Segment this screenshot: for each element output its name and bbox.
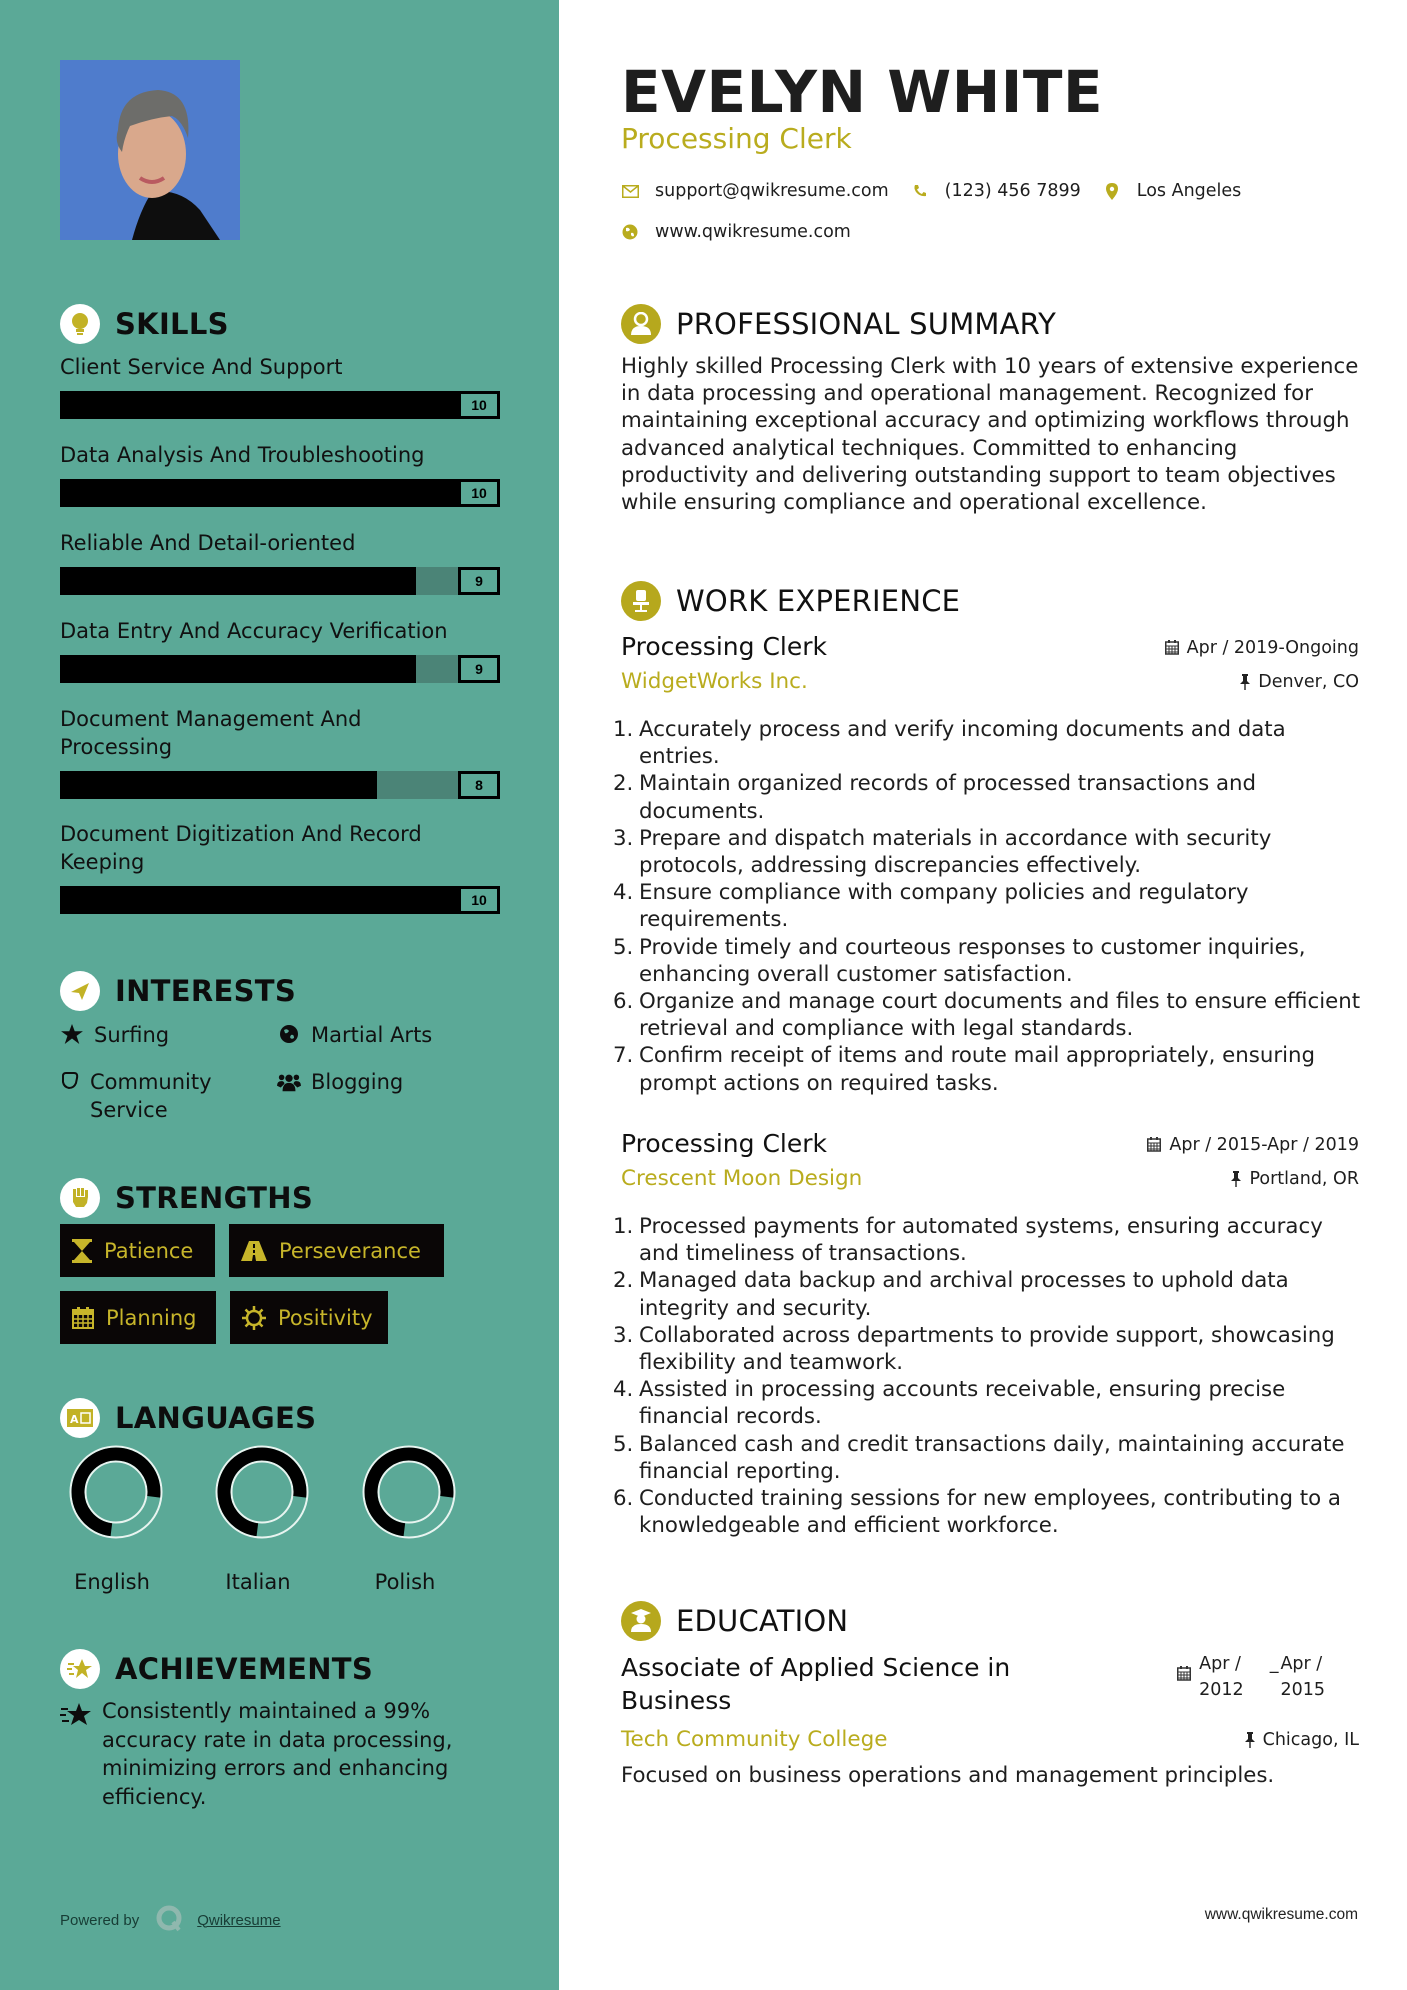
duty-item: 4. Assisted in processing accounts receivable, ensuring precise financial records. [613,1377,1286,1430]
job-dates-text: Apr / 2019-Ongoing [1186,637,1359,658]
job-entry [621,1128,1359,1194]
duty-text: Processed payments for automated systems, ensuring accuracy and timeliness of transactions. [639,1214,1323,1267]
contact-row [621,181,1263,201]
edu-end [1280,1651,1325,1703]
edu-location-text: Chicago, IL [1262,1730,1359,1750]
job-role: Processing Clerk [621,1129,827,1158]
duty-text: Provide timely and courteous responses to customer inquiries, enhancing overall customer satisfaction. [639,934,1306,987]
skill-bar [60,655,500,683]
achievements-title: ACHIEVEMENTS [115,1652,374,1686]
duty-item: 3. Prepare and dispatch materials in accordance with security protocols, addressing discrepancies effectively. [613,825,1272,879]
sun-icon [242,1306,266,1330]
edu-degree: Associate of Applied Science in Business [621,1653,1011,1715]
globe-icon [277,1021,301,1044]
calendar-icon [1177,1651,1191,1689]
edu-start [1199,1651,1244,1703]
pushpin-icon [1240,674,1250,690]
star-icon [60,1021,84,1044]
contact-row [621,222,873,242]
edu-start-month: Apr / [1199,1654,1241,1674]
paper-plane-icon [60,971,100,1011]
job-dates [1165,638,1359,658]
qwikresume-link[interactable]: Qwikresume [197,1911,281,1929]
skill-bar [60,567,500,595]
duty-text: Confirm receipt of items and route mail appropriately, ensuring prompt actions on required tasks. [639,1043,1316,1096]
education-entry [621,1651,1359,1755]
hourglass-icon [72,1239,92,1263]
strength-label: Positivity [278,1305,373,1330]
job-dates-text: Apr / 2015-Apr / 2019 [1169,1134,1359,1155]
contact-website [621,222,851,242]
strength-label: Patience [104,1238,194,1263]
language-item [350,1445,460,1594]
language-label: Polish [374,1570,436,1594]
language-ring [362,1445,456,1539]
interests-title: INTERESTS [115,974,297,1008]
skill-item [60,820,487,914]
calendar-icon [1147,1137,1161,1152]
duty-item: 2. Maintain organized records of processed transactions and documents. [613,771,1257,824]
duty-text: Assisted in processing accounts receivable, ensuring precise financial records. [639,1377,1286,1430]
skill-bar-fill [60,567,416,595]
pushpin-icon [1245,1732,1255,1748]
profile-photo [60,60,240,240]
pushpin-icon [1231,1171,1241,1187]
skill-label: Reliable And Detail-oriented [60,531,356,555]
strengths-title: STRENGTHS [115,1181,314,1215]
duty-item: 1. Accurately process and verify incoming documents and data entries. [613,717,1286,770]
interest-item [277,1021,432,1049]
skill-bar-fill [60,391,500,419]
language-ring [69,1445,163,1539]
duty-item: 5. Provide timely and courteous responses to customer inquiries, enhancing overall customer satisfaction. [613,934,1306,987]
experience-header [621,580,960,622]
summary-header [621,303,1056,345]
office-chair-icon [621,581,661,621]
edu-dates [1177,1651,1325,1703]
job-company: WidgetWorks Inc. [621,669,808,694]
duty-text: Managed data backup and archival processes to uphold data integrity and security. [639,1268,1289,1321]
candidate-title: Processing Clerk [621,122,852,155]
fist-icon [60,1068,80,1091]
achievement-item [60,1697,500,1811]
language-item [203,1445,313,1594]
svg-text:A: A [70,1413,79,1426]
user-icon [621,304,661,344]
skill-value: 10 [458,886,500,914]
duty-text: Maintain organized records of processed transactions and documents. [639,771,1257,824]
skill-value: 9 [458,567,500,595]
duty-text: Organize and manage court documents and files to ensure efficient retrieval and compliance with legal standards. [639,989,1361,1042]
skill-item [60,705,483,799]
strength-chip [60,1224,215,1277]
language-label: Italian [225,1570,291,1594]
location-text: Los Angeles [1136,181,1242,201]
lightbulb-icon [60,304,100,344]
skill-label: Data Analysis And Troubleshooting [60,443,425,467]
duty-text: Balanced cash and credit transactions daily, maintaining accurate financial reporting. [639,1431,1345,1484]
achievements-header [60,1648,373,1690]
edu-start-year: 2012 [1199,1680,1244,1700]
users-icon [277,1068,301,1093]
interest-item [277,1068,403,1096]
strength-chip [60,1291,216,1344]
edu-end-month: Apr / [1280,1654,1323,1674]
edu-description: Focused on business operations and management principles. [621,1763,1275,1788]
summary-text: Highly skilled Processing Clerk with 10 years of extensive experience in data processing and operational management. Recognized for maintaining exceptional accuracy and optimizing workflows through advanced analytical techniques. Committed to enhancing productivity and delivering outstanding support to team objectives while ensuring compliance and operational excellence. [621,354,1359,516]
languages-title: LANGUAGES [115,1401,317,1435]
skill-bar [60,886,500,914]
duty-item: 1. Processed payments for automated systems, ensuring accuracy and timeliness of transactions. [613,1214,1323,1267]
duty-text: Collaborated across departments to provide support, showcasing flexibility and teamwork. [639,1322,1335,1376]
shooting-star-icon [60,1649,100,1689]
job-duties [613,1213,1369,1539]
calendar-icon [72,1307,94,1329]
main-content [559,0,1407,1990]
skill-value: 8 [458,771,500,799]
interest-label: Community Service [90,1070,212,1122]
job-duties [613,716,1369,1097]
strengths-header [60,1177,313,1219]
interest-label: Surfing [94,1023,170,1047]
skill-label: Client Service And Support [60,355,343,379]
envelope-icon [621,185,639,198]
skill-bar-fill [60,479,500,507]
duty-text: Conducted training sessions for new employees, contributing to a knowledgeable and efficient workforce. [639,1486,1341,1539]
duty-text: Accurately process and verify incoming documents and data entries. [639,717,1286,770]
duty-item: 4. Ensure compliance with company policies and regulatory requirements. [613,880,1249,933]
job-location-text: Portland, OR [1249,1169,1359,1189]
skill-bar-fill [60,771,377,799]
translate-icon [60,1398,100,1438]
interest-item [60,1021,169,1049]
skill-bar [60,479,500,507]
language-item [57,1445,167,1594]
duty-text: Prepare and dispatch materials in accordance with security protocols, addressing discrepancies effectively. [639,825,1272,879]
contact-location [1103,181,1242,201]
duty-item: 6. Conducted training sessions for new employees, contributing to a knowledgeable and efficient workforce. [613,1486,1341,1539]
skill-value: 10 [458,391,500,419]
strength-label: Planning [106,1305,197,1330]
phone-icon [911,184,929,198]
candidate-name: EVELYN WHITE [621,58,1104,126]
skill-item [60,617,500,683]
job-location [1231,1169,1359,1189]
duty-item: 7. Confirm receipt of items and route mail appropriately, ensuring prompt actions on required tasks. [613,1043,1316,1096]
website-text[interactable]: www.qwikresume.com [655,222,851,242]
job-location [1240,672,1359,692]
experience-title: WORK EXPERIENCE [676,584,961,618]
interest-item [60,1068,260,1124]
strength-chip [230,1291,388,1344]
globe-icon [621,224,639,240]
education-title: EDUCATION [676,1604,849,1638]
strength-chip [229,1224,444,1277]
skill-value: 10 [458,479,500,507]
qwikresume-logo-icon [155,1904,183,1936]
job-dates [1147,1135,1359,1155]
calendar-icon [1165,640,1179,655]
skill-label: Data Entry And Accuracy Verification [60,619,448,643]
edu-location [1245,1730,1359,1750]
graduate-icon [621,1601,661,1641]
languages-header [60,1397,316,1439]
duty-item: 6. Organize and manage court documents and files to ensure efficient retrieval and compliance with legal standards. [613,989,1361,1042]
language-label: English [74,1570,150,1594]
language-ring [215,1445,309,1539]
road-icon [241,1241,267,1261]
skills-header [60,303,229,345]
education-header [621,1600,848,1642]
footer-website[interactable]: www.qwikresume.com [1204,1906,1358,1923]
duty-item: 3. Collaborated across departments to provide support, showcasing flexibility and teamwork. [613,1322,1335,1376]
job-location-text: Denver, CO [1258,672,1359,692]
skills-title: SKILLS [115,307,229,341]
skill-item [60,353,500,419]
job-company: Crescent Moon Design [621,1166,863,1191]
interest-label: Blogging [311,1070,404,1094]
map-pin-icon [1103,183,1121,200]
edu-school: Tech Community College [621,1727,888,1752]
achievement-text: Consistently maintained a 99% accuracy rate in data processing, minimizing errors and enhancing efficiency. [102,1699,453,1809]
summary-title: PROFESSIONAL SUMMARY [676,307,1057,341]
powered-by [60,1904,281,1936]
interest-label: Martial Arts [311,1023,433,1047]
edu-date-separator: _ [1269,1654,1279,1674]
skill-bar-fill [60,655,416,683]
phone-text: (123) 456 7899 [944,181,1081,201]
skill-item [60,529,500,595]
skill-bar [60,391,500,419]
strength-label: Perseverance [279,1238,421,1263]
skill-value: 9 [458,655,500,683]
contact-email [621,181,889,201]
skill-bar-fill [60,886,500,914]
email-text[interactable]: support@qwikresume.com [655,181,889,201]
interests-header [60,970,296,1012]
contact-phone [911,181,1081,201]
shooting-star-icon [60,1697,92,1811]
duty-item: 2. Managed data backup and archival processes to uphold data integrity and security. [613,1268,1289,1321]
skill-bar [60,771,500,799]
powered-by-label: Powered by [60,1911,140,1929]
job-role: Processing Clerk [621,632,827,661]
skill-label: Document Digitization And Record Keeping [60,822,422,874]
skill-label: Document Management And Processing [60,707,362,759]
duty-item: 5. Balanced cash and credit transactions daily, maintaining accurate financial reporting. [613,1431,1345,1484]
raised-fist-icon [60,1178,100,1218]
skill-item [60,441,500,507]
edu-end-year: 2015 [1280,1680,1325,1700]
sidebar [0,0,559,1990]
duty-text: Ensure compliance with company policies and regulatory requirements. [639,880,1249,933]
job-entry [621,631,1359,697]
